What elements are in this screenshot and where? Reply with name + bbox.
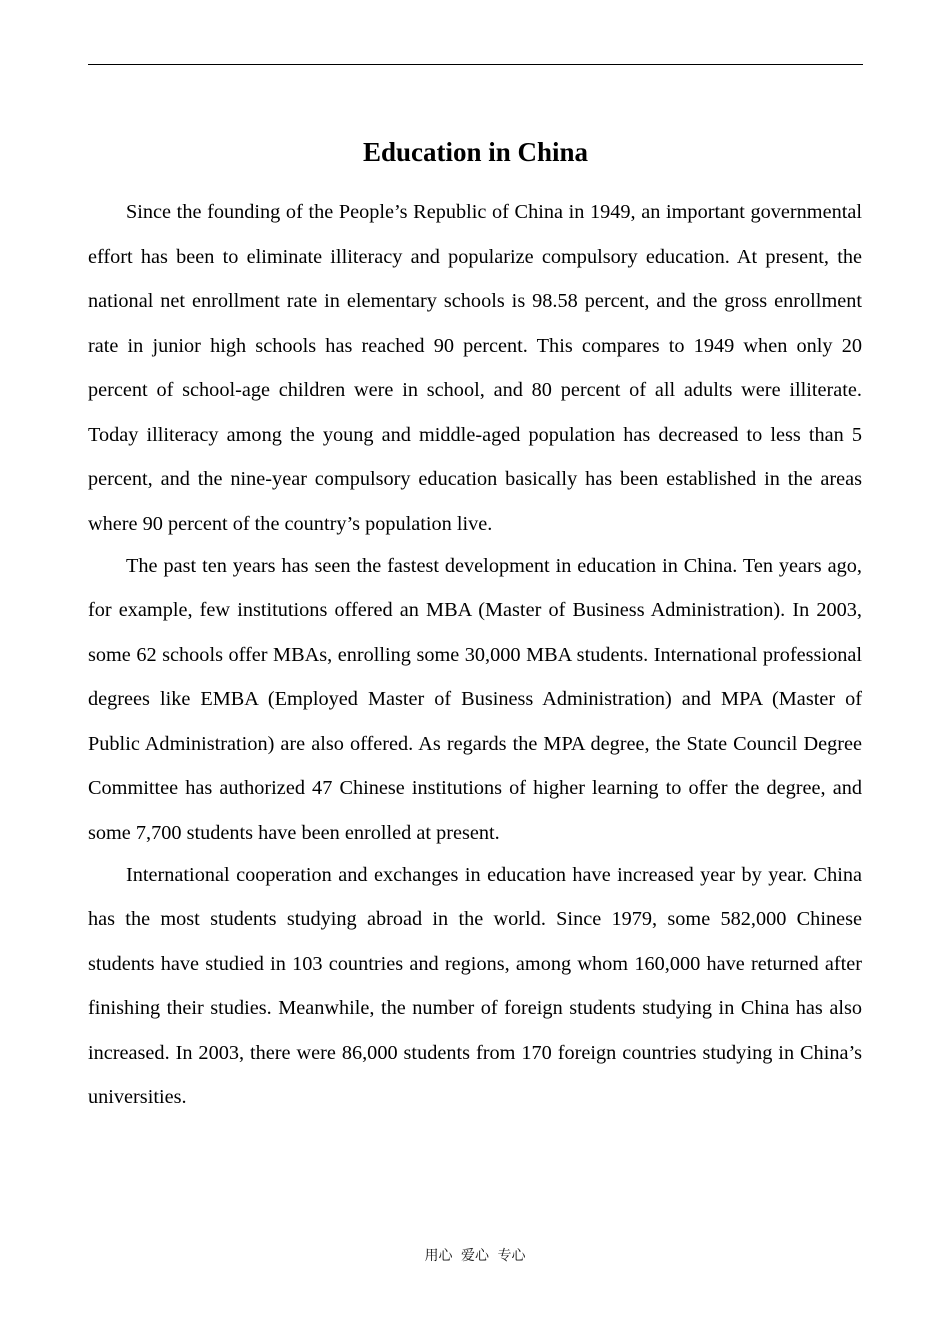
paragraph-international-exchange: International cooperation and exchanges in education have increased year by year. China has the most students studying abroad in the world. Since 1979, some 582,000 Chinese students have studied in 103 countries and regions, among whom 160,000 have returned after finishing their studies. Meanwhile, the number of foreign students studying in China has also increased. In 2003, there were 86,000 students from 170 foreign countries studying in China’s universities. — [88, 863, 862, 1108]
paragraph-higher-education: The past ten years has seen the fastest development in education in China. Ten years ago, for example, few institutions offered an MBA (Master of Business Administration). In 2003, some 62 schools offer MBAs, enrolling some 30,000 MBA students. International professional degrees like EMBA (Employed Master of Business Administration) and MPA (Master of Public Administration) are also offered. As regards the MPA degree, the State Council Degree Committee has authorized 47 Chinese institutions of higher learning to offer the degree, and some 7,700 students have been enrolled at present. — [88, 554, 862, 844]
document-title: Education in China — [362, 137, 589, 167]
header-rule — [88, 64, 863, 65]
paragraph-literacy: Since the founding of the People’s Republic of China in 1949, an important governmental effort has been to eliminate illiteracy and popularize compulsory education. At present, the national net enrollment rate in elementary schools is 98.58 percent, and the gross enrollment rate in junior high schools has reached 90 percent. This compares to 1949 when only 20 percent of school-age children were in school, and 80 percent of all adults were illiterate. Today illiteracy among the young and middle-aged population has decreased to less than 5 percent, and the nine-year compulsory education basically has been established in the areas where 90 percent of the country’s population live. — [88, 201, 862, 535]
page-footer: 用心 爱心 专心 — [424, 1248, 526, 1264]
document-body — [88, 190, 862, 1120]
